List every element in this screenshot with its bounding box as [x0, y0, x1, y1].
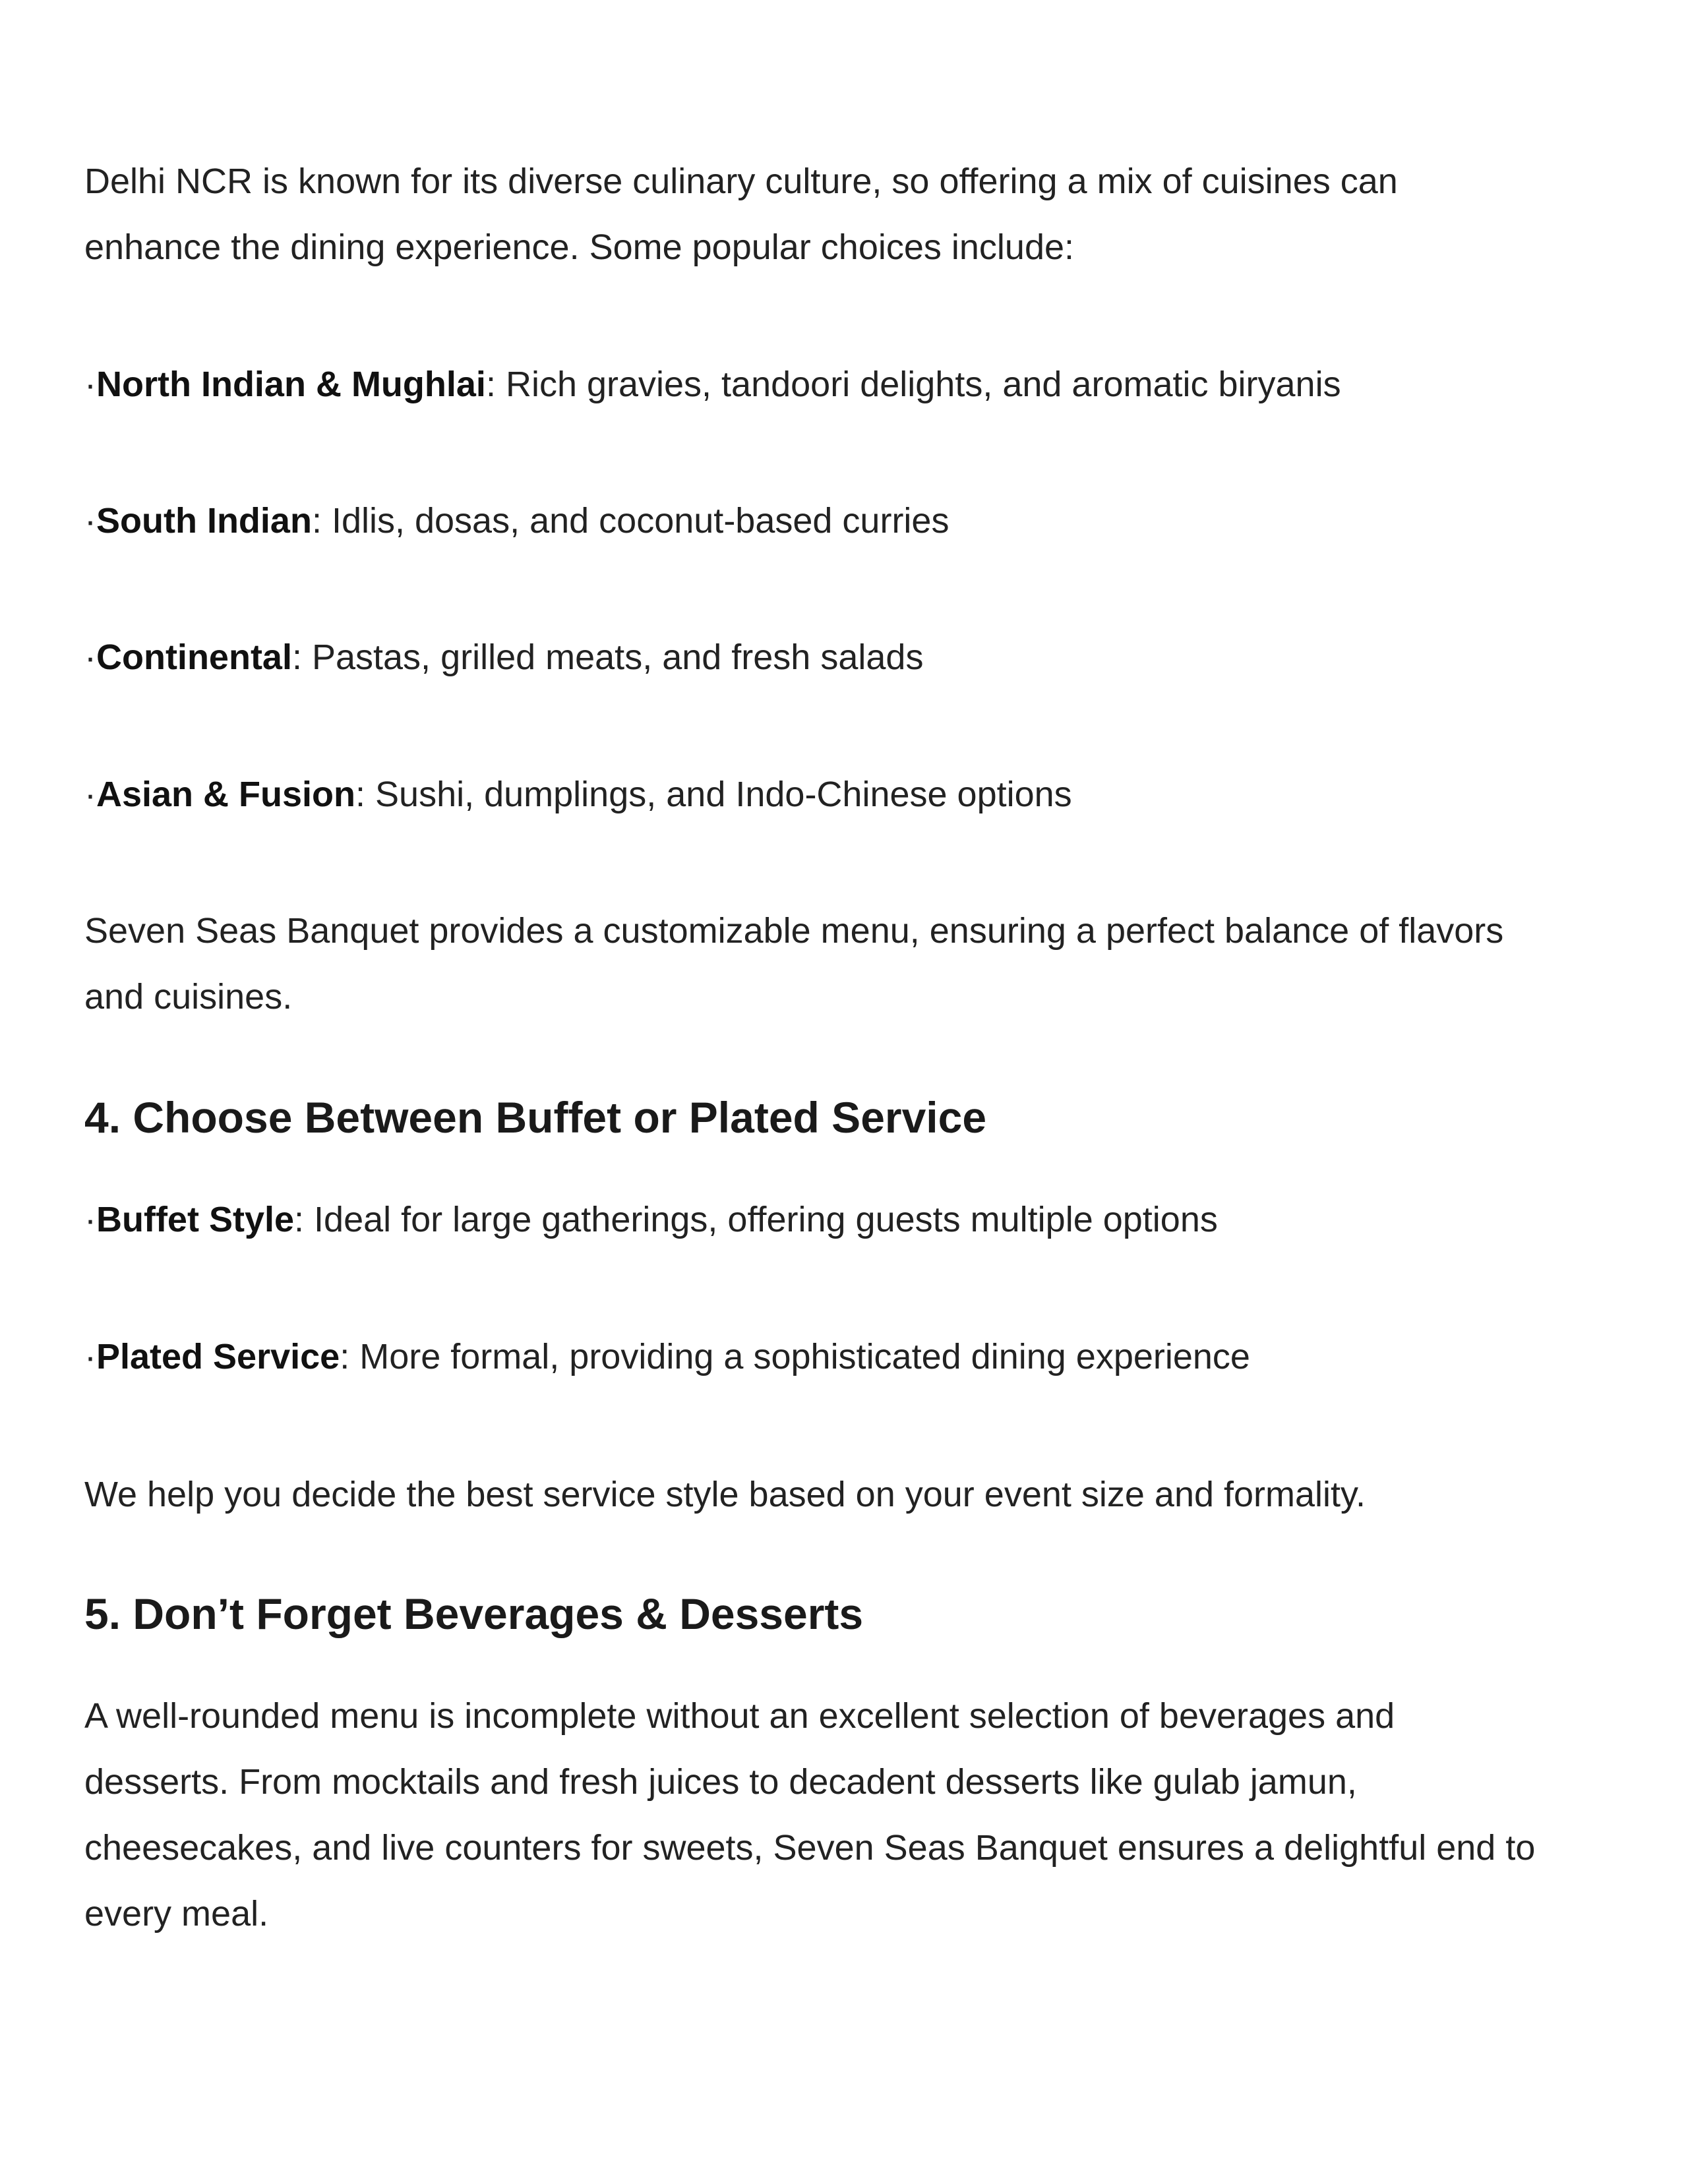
cuisine-item-asian-fusion	[84, 761, 1621, 827]
bullet-marker: ·	[84, 1337, 96, 1376]
cuisine-desc: : Rich gravies, tandoori delights, and aromatic biryanis	[485, 365, 1341, 404]
cuisine-desc: : Idlis, dosas, and coconut-based curries	[311, 501, 950, 541]
service-desc: : More formal, providing a sophisticated dining experience	[340, 1337, 1250, 1376]
section-5-line-1: A well-rounded menu is incomplete without an excellent selection of beverages and	[84, 1696, 1395, 1736]
cuisine-item-north-indian	[84, 351, 1621, 417]
bullet-marker: ·	[84, 775, 96, 814]
section-4-heading: 4. Choose Between Buffet or Plated Service	[84, 1093, 987, 1142]
section-5-line-4: every meal.	[84, 1894, 269, 1933]
intro-line-2: enhance the dining experience. Some popular choices include:	[84, 227, 1075, 267]
cuisine-item-continental	[84, 624, 1621, 690]
cuisine-title: Continental	[96, 637, 292, 677]
bullet-marker: ·	[84, 501, 96, 541]
bullet-marker: ·	[84, 1200, 96, 1239]
section-5-line-3: cheesecakes, and live counters for sweets, Seven Seas Banquet ensures a delightful end to	[84, 1828, 1536, 1868]
service-title: Buffet Style	[96, 1200, 295, 1239]
section-5-paragraph	[84, 1683, 1621, 1947]
intro-paragraph	[84, 148, 1621, 280]
service-item-plated	[84, 1324, 1621, 1390]
menu-note-line-2: and cuisines.	[84, 977, 293, 1017]
cuisine-item-south-indian	[84, 488, 1621, 554]
bullet-marker: ·	[84, 365, 96, 404]
section-5-heading: 5. Don’t Forget Beverages & Desserts	[84, 1589, 864, 1638]
menu-note-paragraph	[84, 898, 1621, 1030]
menu-note-line-1: Seven Seas Banquet provides a customizable menu, ensuring a perfect balance of flavors	[84, 911, 1504, 951]
cuisine-title: Asian & Fusion	[96, 775, 356, 814]
intro-line-1: Delhi NCR is known for its diverse culinary culture, so offering a mix of cuisines can	[84, 162, 1398, 201]
service-desc: : Ideal for large gatherings, offering guests multiple options	[294, 1200, 1218, 1239]
bullet-marker: ·	[84, 637, 96, 677]
cuisine-title: North Indian & Mughlai	[96, 365, 486, 404]
service-item-buffet	[84, 1187, 1621, 1253]
section-4-note: We help you decide the best service style based on your event size and formality.	[84, 1475, 1366, 1514]
section-5-line-2: desserts. From mocktails and fresh juices to decadent desserts like gulab jamun,	[84, 1762, 1357, 1802]
service-title: Plated Service	[96, 1337, 340, 1376]
cuisine-desc: : Sushi, dumplings, and Indo-Chinese options	[355, 775, 1072, 814]
cuisine-title: South Indian	[96, 501, 312, 541]
cuisine-desc: : Pastas, grilled meats, and fresh salads	[291, 637, 924, 677]
